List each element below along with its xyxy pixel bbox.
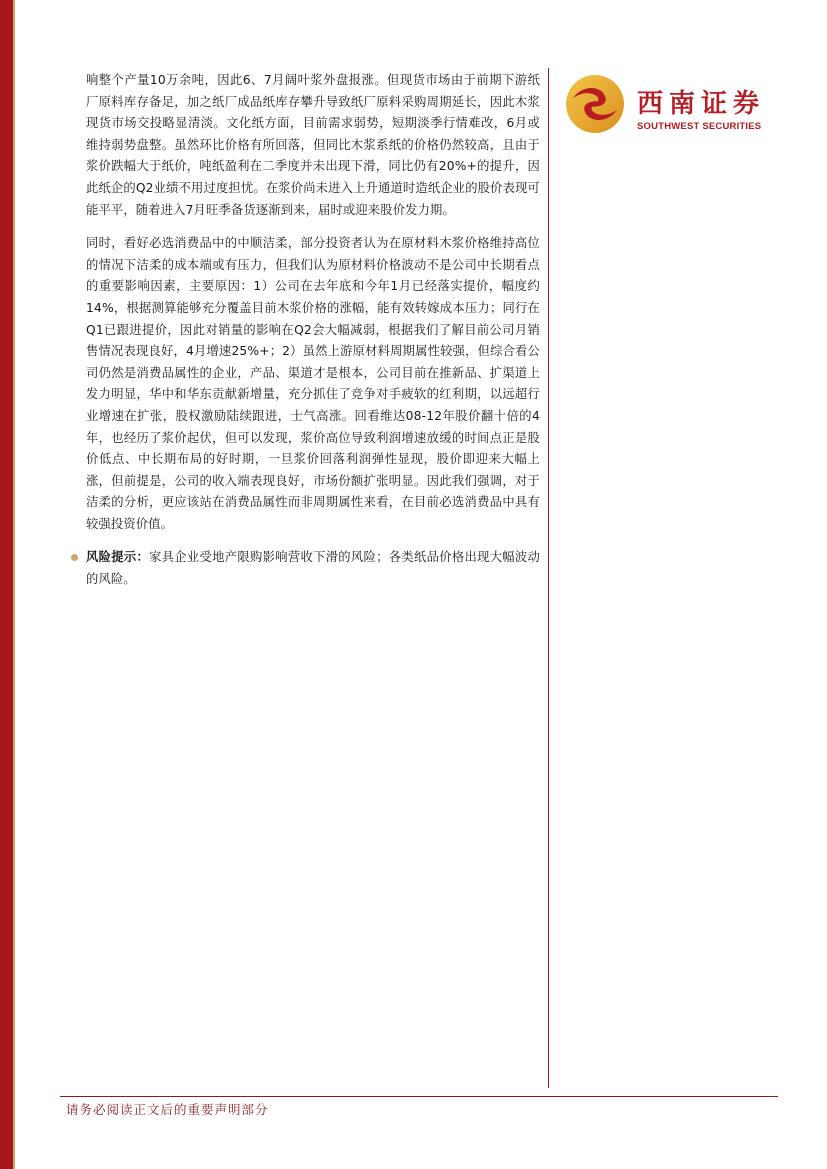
risk-warning xyxy=(86,547,540,590)
southwest-securities-logo-icon xyxy=(565,74,625,134)
logo-english-name: SOUTHWEST SECURITIES xyxy=(637,121,762,132)
left-gold-stripe xyxy=(13,0,15,1169)
paragraph-zhongshun-jierou: 同时，看好必选消费品中的中顺洁柔，部分投资者认为在原材料木浆价格维持高位的情况下洁柔的成本端或有压力，但我们认为原材料价格波动不是公司中长期看点的重要影响因素，主要原因：1）公司在去年底和今年1月已经落实提价，幅度约14%，根据测算能够充分覆盖目前木浆价格的涨幅，能有效转嫁成本压力；同行在Q1已跟进提价，因此对销量的影响在Q2会大幅减弱，根据我们了解目前公司月销售情况表现良好，4月增速25%+；2）虽然上游原材料周期属性较强，但综合看公司仍然是消费品属性的企业，产品、渠道才是根本，公司目前在推新品、扩渠道上发力明显，华中和华东贡献新增量，充分抓住了竞争对手疲软的红利期，以远超行业增速在扩张，股权激励陆续跟进，士气高涨。回看维达08-12年股价翻十倍的4年，也经历了浆价起伏，但可以发现，浆价高位导致利润增速放缓的时间点正是股价低点、中长期布局的好时期，一旦浆价回落利润弹性显现，股价即迎来大幅上涨，但前提是，公司的收入端表现良好，市场份额扩张明显。因此我们强调，对于洁柔的分析，更应该站在消费品属性而非周期属性来看，在目前必选消费品中具有较强投资价值。 xyxy=(86,236,540,531)
risk-text: 家具企业受地产限购影响营收下滑的风险；各类纸品价格出现大幅波动的风险。 xyxy=(86,550,540,587)
left-accent-bar xyxy=(0,0,13,1169)
footer-disclaimer: 请务必阅读正文后的重要声明部分 xyxy=(66,1102,269,1117)
company-logo xyxy=(565,74,775,138)
risk-label: 风险提示： xyxy=(86,550,150,565)
logo-chinese-name: 西南证券 xyxy=(637,89,766,119)
paragraph-pulp-market: 响整个产量10万余吨，因此6、7月阔叶浆外盘报涨。但现货市场由于前期下游纸厂原料库存备足，加之纸厂成品纸库存攀升导致纸厂原料采购周期延长，因此木浆现货市场交投略显清淡。文化纸方面，目前需求弱势，短期淡季行情难改，6月或维持弱势盘整。虽然环比价格有所回落，但同比木浆系纸的价格仍然较高，且由于浆价跌幅大于纸价，吨纸盈利在二季度并未出现下滑，同比仍有20%+的提升，因此纸企的Q2业绩不用过度担忧。在浆价尚未进入上升通道时造纸企业的股价表现可能平平，随着进入7月旺季备货逐渐到来，届时或迎来股价发力期。 xyxy=(86,73,540,217)
bullet-dot-icon xyxy=(71,554,78,561)
body-content xyxy=(86,70,540,603)
column-divider xyxy=(548,68,549,1088)
footer-divider xyxy=(60,1096,778,1097)
